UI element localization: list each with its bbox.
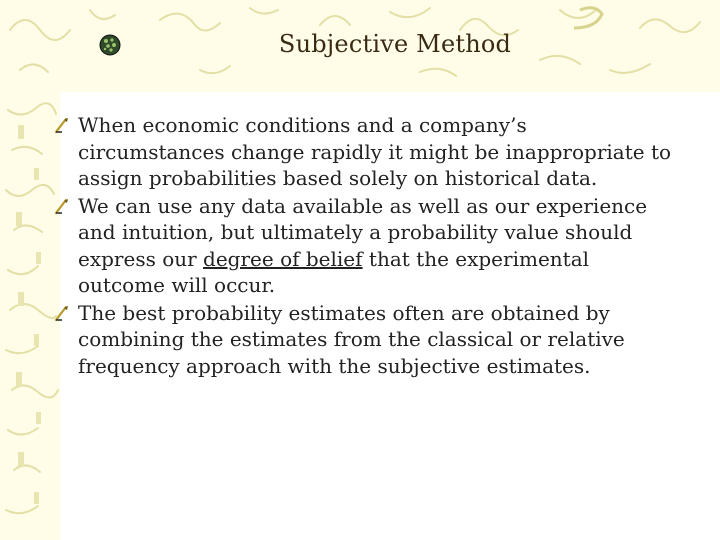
- emphasis-degree-of-belief: degree of belief: [203, 246, 363, 271]
- bullet-item: [52, 193, 672, 299]
- bullet-text: The best probability estimates often are obtained by combining the estimates from the classical or relative frequency approach with the subjective estimates.: [78, 300, 625, 378]
- pen-nib-bullet-icon: [54, 116, 70, 134]
- bullet-list: [52, 112, 672, 380]
- bullet-item: [52, 300, 672, 380]
- bullet-text-after: that the experimental outcome will occur.: [78, 246, 590, 297]
- pen-nib-bullet-icon: [54, 197, 70, 215]
- bullet-item: [52, 112, 672, 192]
- bullet-text-before: We can use any data available as well as our experience and intuition, but ultimately a probability value should express our: [78, 193, 648, 271]
- bullet-text: When economic conditions and a company’s circumstances change rapidly it might be inappropriate to assign probabilities based solely on historical data.: [78, 113, 672, 190]
- page-title: Subjective Method: [278, 30, 512, 58]
- pen-nib-bullet-icon: [54, 304, 70, 322]
